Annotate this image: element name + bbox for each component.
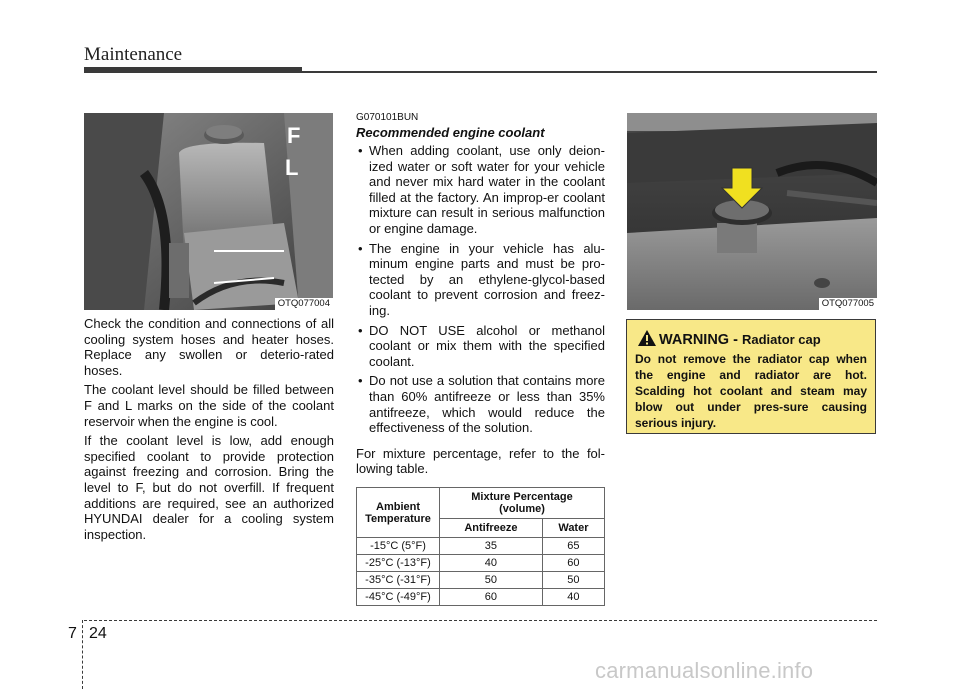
section-title: Maintenance	[84, 44, 183, 65]
header-rule-thin	[302, 71, 877, 73]
paragraph-hose-check: Check the condition and connections of all cooling system hoses and heater hoses. Replace any swollen or deterio-rated hoses.	[84, 316, 334, 378]
footer-vertical-rule	[82, 620, 83, 689]
warning-title	[659, 332, 821, 348]
bullet-item: • Do not use a solution that contains more than 60% antifreeze or less than 35% antifreeze, which would reduce the effectiveness of the solution.	[356, 373, 605, 435]
header-mixture-line1: Mixture Percentage	[471, 491, 573, 503]
page-number: 24	[89, 625, 107, 642]
table-row	[357, 589, 605, 606]
cell-antifreeze: 50	[440, 572, 543, 589]
paragraph-low-coolant: If the coolant level is low, add enough specified coolant to provide protection against freezing and corrosion. Bring the level to F, but do not overfill. If frequent additions are required, see an authorized HYUNDAI dealer for a cooling system inspection.	[84, 433, 334, 542]
table-row	[357, 572, 605, 589]
warning-title-main: WARNING -	[659, 332, 742, 348]
footer-rule	[84, 620, 877, 621]
warning-title-sub: Radiator cap	[741, 332, 821, 347]
header-rule-thick	[84, 67, 302, 73]
cell-antifreeze: 40	[440, 555, 543, 572]
full-mark-label: F	[287, 123, 301, 148]
header-water: Water	[542, 519, 604, 538]
bullet-item: • DO NOT USE alcohol or methanol coolant or mix them with the specified coolant.	[356, 323, 605, 370]
chapter-number: 7	[68, 625, 77, 642]
cell-water: 60	[542, 555, 604, 572]
cell-temp: -25°C (-13°F)	[357, 555, 440, 572]
cell-temp: -35°C (-31°F)	[357, 572, 440, 589]
warning-triangle-icon	[637, 329, 657, 347]
bullet-item: • When adding coolant, use only deion-ized water or soft water for your vehicle and never mix hard water in the coolant filled at the factory. An improp-er coolant mixture can result in serious malfunction or engine damage.	[356, 143, 605, 237]
mixture-table	[356, 487, 605, 606]
header-mixture	[440, 488, 605, 519]
watermark: carmanualsonline.info	[595, 658, 814, 683]
header-mixture-line2: (volume)	[499, 503, 545, 515]
warning-box	[626, 319, 876, 434]
cell-antifreeze: 35	[440, 538, 543, 555]
cell-temp: -45°C (-49°F)	[357, 589, 440, 606]
table-row	[357, 538, 605, 555]
left-figure-caption: OTQ077004	[275, 298, 333, 310]
document-code: G070101BUN	[356, 112, 419, 123]
coolant-bullet-list	[356, 143, 605, 436]
cell-water: 40	[542, 589, 604, 606]
header-antifreeze: Antifreeze	[440, 519, 543, 538]
right-figure-caption: OTQ077005	[819, 298, 877, 310]
table-row	[357, 555, 605, 572]
subheading: Recommended engine coolant	[356, 125, 545, 140]
cell-water: 50	[542, 572, 604, 589]
mixture-table-wrap	[356, 487, 605, 606]
header-ambient-line2: Temperature	[365, 512, 431, 525]
header-ambient-line1: Ambient	[376, 500, 420, 513]
table-intro: For mixture percentage, refer to the fol-lowing table.	[356, 445, 605, 477]
paragraph-coolant-level: The coolant level should be filled between F and L marks on the side of the coolant reservoir when the engine is cool.	[84, 382, 334, 429]
warning-body: Do not remove the radiator cap when the engine and radiator are hot. Scalding hot coolant and steam may blow out under pres-sure causing serious injury.	[635, 352, 867, 430]
left-body-text	[84, 316, 334, 546]
middle-body-text	[356, 143, 605, 481]
cell-temp: -15°C (5°F)	[357, 538, 440, 555]
cell-water: 65	[542, 538, 604, 555]
header-ambient	[357, 488, 440, 538]
low-mark-label: L	[285, 155, 299, 180]
radiator-cap-photo	[627, 113, 877, 310]
bullet-item: • The engine in your vehicle has alu-minum engine parts and must be pro-tected by an ethylene-glycol-based coolant to prevent corrosion and freez-ing.	[356, 241, 605, 319]
cell-antifreeze: 60	[440, 589, 543, 606]
